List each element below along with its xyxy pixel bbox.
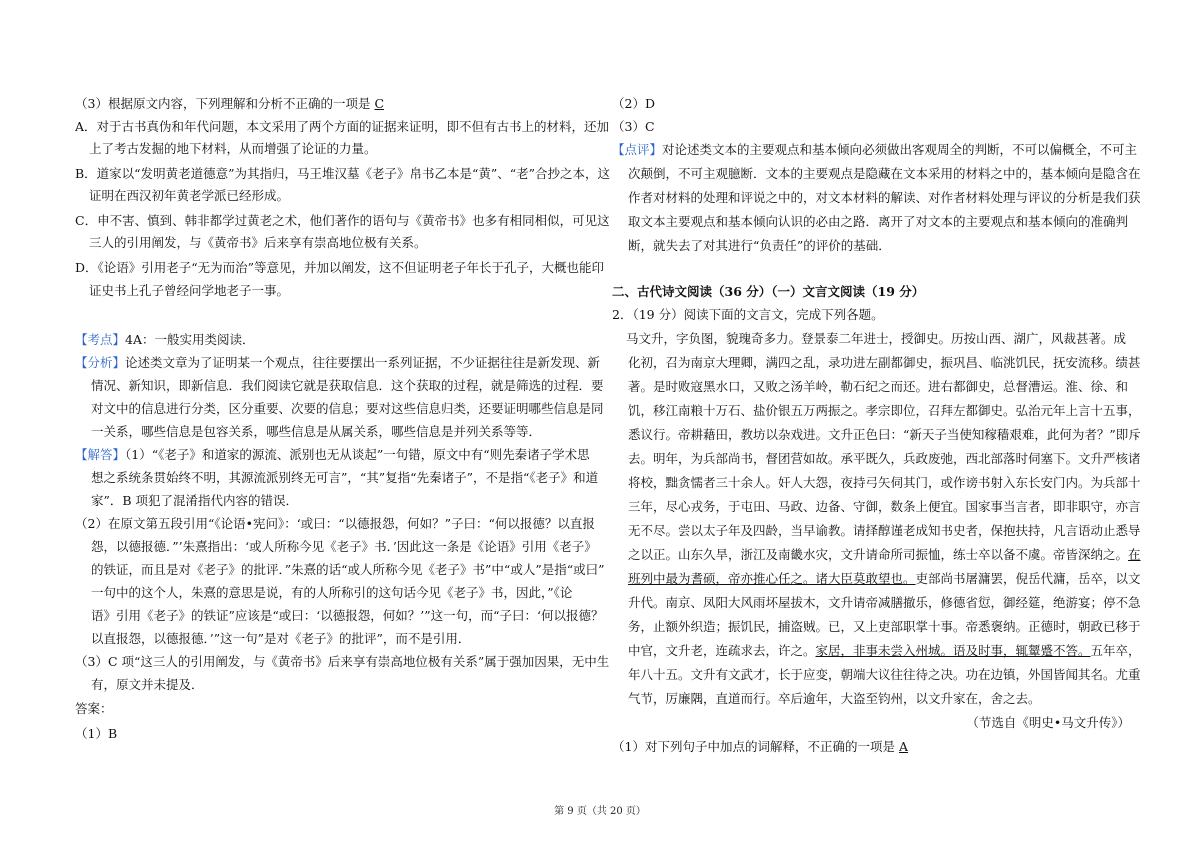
- passage-line11: [612, 569, 1141, 589]
- page-footer: 第 9 页（共 20 页）: [554, 806, 646, 817]
- kaodian-tag: 【考点】: [75, 332, 126, 347]
- dianping-text1: 对论述类文本的主要观点和基本倾向必须做出客观周全的判断，不可以偏概全，不可主: [662, 142, 1138, 157]
- passage-line16: 气节，厉廉隅，直道而行。卒后逾年，大盗至钧州，以文升家在，舍之去。: [628, 691, 1041, 706]
- passage-line6: 去。明年，为兵部尚书，督团营如故。承平既久，兵政废弛，西北部落时伺塞下。文升严核诸: [628, 451, 1141, 466]
- option-a-line1: A．对于古书真伪和年代问题，本文采用了两个方面的证据来证明，即不但有古书上的材料，还加: [75, 119, 610, 134]
- kaodian-text: 4A：一般实用类阅读．: [125, 332, 255, 347]
- jieda-tag: 【解答】: [75, 447, 126, 462]
- passage-line14: [612, 641, 1141, 661]
- sub-question-1: [612, 737, 912, 757]
- passage-line3: 著。是时败寇黑水口，又败之汤羊岭，勒石纪之而还。进右都御史，总督漕运。淮、徐、和: [628, 379, 1129, 394]
- option-c-line1: C．申不害、慎到、韩非都学过黄老之术，他们著作的语句与《黄帝书》也多有相同相似，可见这: [75, 213, 610, 228]
- j2-line1: （2）在原文第五段引用“《论语•宪问》：‘或曰：“以德报怨，何如？”子曰：“何以报德？以直报: [75, 516, 595, 531]
- passage-text11: 吏部尚书屠滽罢，倪岳代滽，岳卒，以文: [915, 571, 1141, 586]
- option-d-line1: D．《论语》引用老子“无为而治”等意见，并加以阐发，这不但证明老子年长于孔子，大概也能印: [75, 260, 605, 275]
- j2-line3: 的铁证，而且是对《老子》的批评．”朱熹的话“或人所称今见《老子》书”中“或人”是指“或曰”: [91, 562, 605, 577]
- underlined-sentence-1: 班列中最为耆硕，帝亦推心任之。诸大臣莫敢望也。: [628, 571, 916, 586]
- passage-text10: 之以正。山东久旱，浙江及南畿水灾，文升请命所司振恤，练士卒以备不虞。帝皆深纳之。: [628, 547, 1129, 562]
- sub-question-1-answer: A: [898, 739, 908, 754]
- option-c-line2: 三人的引用阐发，与《黄帝书》后来享有崇高地位极有关系。: [89, 235, 427, 250]
- answer-label: 答案：: [75, 701, 113, 716]
- jieda-line2: 想之系统条贯始终不明，其源流派别终无可言”，“其”复指“先秦诸子”，不是指“《老子》和道: [91, 470, 599, 485]
- option-d-line2: 证史书上孔子曾经问学地老子一事。: [89, 283, 290, 298]
- fenxi-tag: 【分析】: [75, 355, 126, 370]
- passage-line1: 马文升，字负图，貌瑰奇多力。登景泰二年进士，授御史。历按山西、湖广，风裁甚著。成: [626, 331, 1127, 346]
- option-b-line1: B．道家以“发明黄老道德意”为其指归，马王堆汉墓《老子》帛书乙本是“黄”、“老”合抄之本，这: [75, 166, 611, 181]
- passage-line8: 三年，尽心戎务，于屯田、马政、边备、守御，数条上便宜。国家事当言者，即非职守，亦言: [628, 499, 1141, 514]
- fenxi-line2: 情况、新知识，即新信息．我们阅读它就是获取信息．这个获取的过程，就是筛选的过程．要: [91, 378, 604, 393]
- passage-line10: [612, 545, 1141, 565]
- passage-line9: 无不尽。尝以太子年及四龄，当早谕教。请择醇谨老成知书史者，保抱扶持，凡言语动止悉导: [628, 523, 1141, 538]
- answer-3: （3）C: [612, 119, 655, 134]
- passage-line7: 将校，黜贪懦者三十余人。奸人大怨，夜持弓矢伺其门，或作谤书射入东长安门内。为兵部十: [628, 475, 1141, 490]
- answer-2: （2）D: [612, 96, 655, 111]
- sub-question-1-text: （1）对下列句子中加点的词解释，不正确的一项是: [612, 739, 895, 754]
- j2-line5: 语》引用《老子》的铁证”应该是“或曰：‘以德报怨，何如？’”这一句，而“子曰：‘何以报德？: [91, 608, 604, 623]
- dianping-tag: 【点评】: [612, 142, 663, 157]
- passage-line13: 务，止额外织造；振饥民，捕盗贼。已，又上吏部职掌十事。帝悉褒纳。正德时，朝政已移于: [628, 619, 1141, 634]
- j3-line1: （3）C 项“这三人的引用阐发，与《黄帝书》后来享有崇高地位极有关系”属于强加因果，无中生: [75, 654, 610, 669]
- section-title: 二、古代诗文阅读（36 分）（一）文言文阅读（19 分）: [612, 284, 925, 299]
- fenxi-line1: [75, 353, 600, 373]
- j2-line6: 以直报怨，以德报德．’”这一句”是对《老子》的批评”，而不是引用．: [91, 631, 471, 646]
- passage-source: （节选自《明史•马文升传》）: [966, 715, 1130, 730]
- q3-title: [75, 94, 388, 114]
- kaodian: [75, 330, 255, 350]
- j2-line2: 怨，以德报德．”’朱熹指出：‘或人所称今见《老子》书．’因此这一条是《论语》引用《老子》: [91, 539, 597, 554]
- dianping-line2: 次颠倒，不可主观臆断．文本的主要观点是隐藏在文本采用的材料之中的，基本倾向是隐含在: [628, 166, 1141, 181]
- passage-line2: 化初，召为南京大理卿，满四之乱，录功进左副都御史，振巩昌、临洮饥民，抚安流移。绩甚: [628, 355, 1141, 370]
- passage-text14b: 五年卒，: [1090, 643, 1141, 658]
- dianping-line1: [612, 140, 1137, 160]
- jieda-line3: 家”．B 项犯了混淆指代内容的错误．: [91, 493, 299, 508]
- q3-question: （3）根据原文内容，下列理解和分析不正确的一项是: [75, 96, 371, 111]
- option-a-line2: 上了考古发掘的地下材料，从而增强了论证的力量。: [89, 141, 377, 156]
- passage-text14a: 中官，文升老，连疏求去，许之。: [628, 643, 816, 658]
- j2-line4: 一句中的这个人，朱熹的意思是说，有的人所称引的这句话今见《老子》书，因此，”《论: [91, 585, 573, 600]
- jieda-text1: （1）“《老子》和道家的源流、派别也无从谈起”一句错，原文中有“则先秦诸子学术思: [125, 447, 590, 462]
- q2-intro: 2．（19 分）阅读下面的文言文，完成下列各题。: [612, 307, 884, 322]
- passage-line5: 悉议行。帝耕藉田，教坊以杂戏进。文升正色曰：“新天子当使知稼穑艰难，此何为者？”即斥: [628, 427, 1141, 442]
- underlined-sentence-1-start: 在: [1128, 547, 1141, 562]
- dianping-line4: 取文本主要观点和基本倾向认识的必由之路．离开了对文本的主要观点和基本倾向的准确判: [628, 214, 1129, 229]
- fenxi-line4: 一关系，哪些信息是包容关系，哪些信息是从属关系，哪些信息是并列关系等等．: [91, 424, 542, 439]
- j3-line2: 有，原文并未提及．: [91, 677, 204, 692]
- dianping-line5: 断，就失去了对其进行“负责任”的评价的基础．: [628, 238, 891, 253]
- fenxi-text1: 论述类文章为了证明某一个观点，往往要摆出一系列证据，不少证据往往是新发现、新: [125, 355, 601, 370]
- passage-line4: 饥，移江南粮十万石、盐价银五万两振之。孝宗即位，召拜左都御史。弘治元年上言十五事，: [628, 403, 1141, 418]
- fenxi-line3: 对文中的信息进行分类，区分重要、次要的信息；要对这些信息归类，还要证明哪些信息是同: [91, 401, 604, 416]
- answer-1: （1）B: [75, 726, 118, 741]
- option-b-line2: 证明在西汉初年黄老学派已经形成。: [89, 188, 290, 203]
- passage-line12: 升代。南京、凤阳大风雨坏屋拔木，文升请帝减膳撤乐，修德省愆，御经筵，绝游宴；停不急: [628, 595, 1141, 610]
- jieda-line1: [75, 445, 590, 465]
- underlined-sentence-2: 家居，非事未尝入州城。语及时事，辄颦蹙不答。: [815, 643, 1091, 658]
- dianping-line3: 作者对材料的处理和评说之中的，对文本材料的解读、对作者材料处理与评议的分析是我们获: [628, 190, 1141, 205]
- passage-line15: 年八十五。文升有文武才，长于应变，朝端大议往往待之决。功在边镇，外国皆闻其名。尤重: [628, 667, 1141, 682]
- q3-answer: C: [374, 96, 385, 111]
